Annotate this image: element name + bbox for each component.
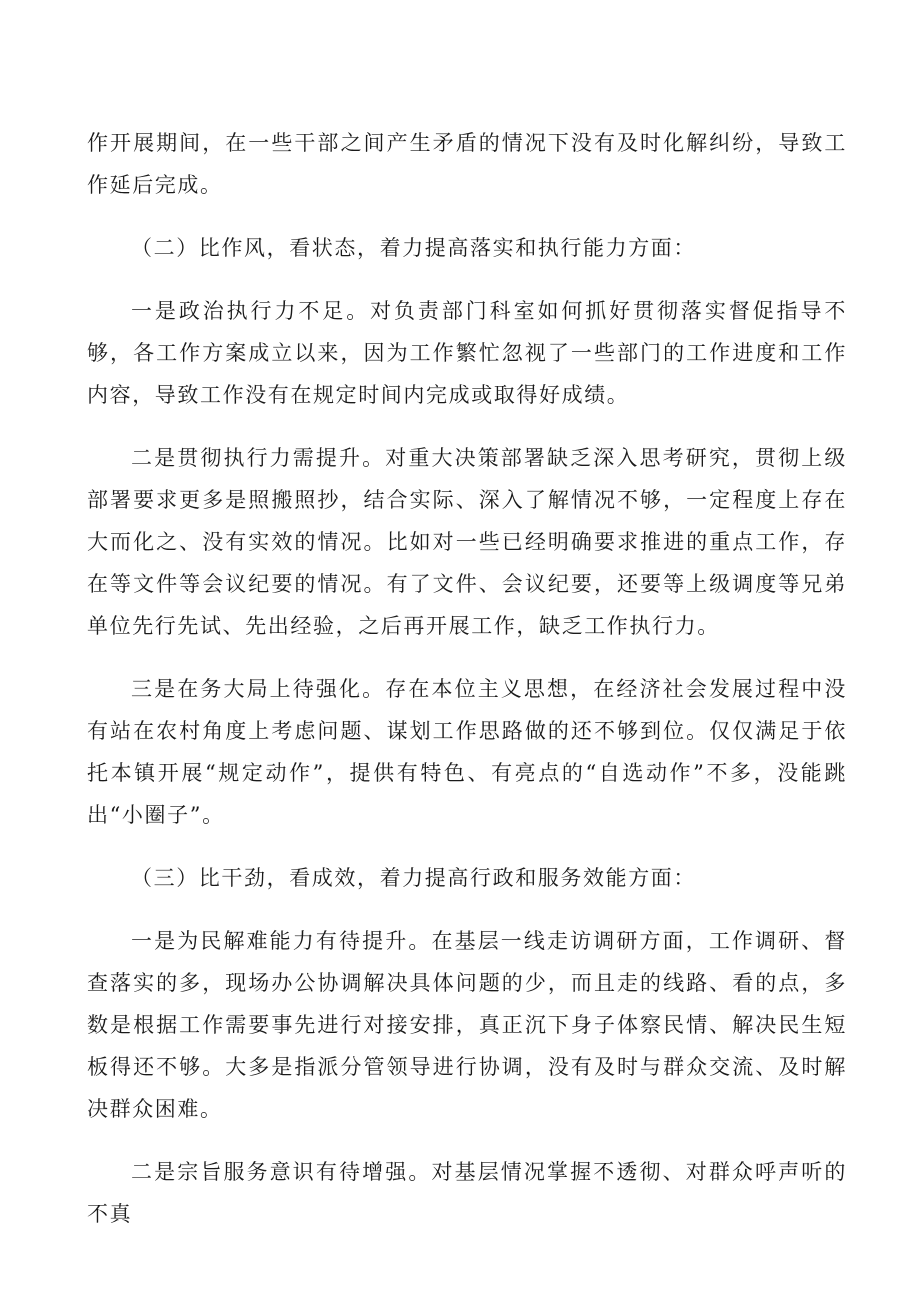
document-body xyxy=(87,122,847,1256)
paragraph-implementation: 二是贯彻执行力需提升。对重大决策部署缺乏深入思考研究，贯彻上级部署要求更多是照搬照抄，结合实际、深入了解情况不够，一定程度上存在大而化之、没有实效的情况。比如对一些已经明确要求推进的重点工作，存在等文件等会议纪要的情况。有了文件、会议纪要，还要等上级调度等兄弟单位先行先试、先出经验，之后再开展工作，缺乏工作执行力。 xyxy=(87,446,847,638)
paragraph-continuation: 作开展期间，在一些干部之间产生矛盾的情况下没有及时化解纠纷，导致工作延后完成。 xyxy=(87,131,847,197)
section-heading-3: （三）比干劲，看成效，着力提高行政和服务效能方面： xyxy=(131,866,696,890)
paragraph-political-execution: 一是政治执行力不足。对负责部门科室如何抓好贯彻落实督促指导不够，各工作方案成立以来，因为工作繁忙忽视了一些部门的工作进度和工作内容，导致工作没有在规定时间内完成或取得好成绩。 xyxy=(87,299,847,407)
paragraph-overall-situation: 三是在务大局上待强化。存在本位主义思想，在经济社会发展过程中没有站在农村角度上考虑问题、谋划工作思路做的还不够到位。仅仅满足于依托本镇开展“规定动作”，提供有特色、有亮点的“自选动作”不多，没能跳出“小圈子”。 xyxy=(87,677,847,827)
section-heading-2: （二）比作风，看状态，着力提高落实和执行能力方面： xyxy=(131,236,696,260)
paragraph-problem-solving: 一是为民解难能力有待提升。在基层一线走访调研方面，工作调研、督查落实的多，现场办公协调解决具体问题的少，而且走的线路、看的点，多数是根据工作需要事先进行对接安排，真正沉下身子体察民情、解决民生短板得还不够。大多是指派分管领导进行协调，没有及时与群众交流、及时解决群众困难。 xyxy=(87,929,847,1121)
paragraph-service-awareness: 二是宗旨服务意识有待增强。对基层情况掌握不透彻、对群众呼声听的不真 xyxy=(87,1160,847,1226)
